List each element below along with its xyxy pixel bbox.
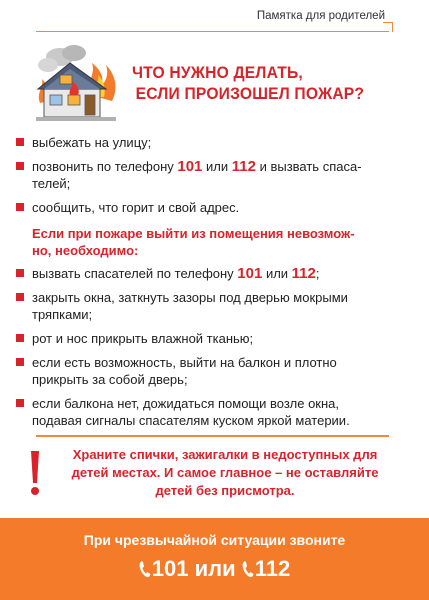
list-item-text: выбежать на улицу; bbox=[32, 135, 152, 150]
list-item bbox=[16, 354, 386, 388]
header-rule bbox=[36, 31, 389, 32]
exclamation-icon bbox=[28, 449, 42, 497]
footer-numbers bbox=[0, 556, 429, 582]
header-label: Памятка для родителей bbox=[256, 10, 385, 22]
bullet-square-icon bbox=[16, 334, 24, 342]
list-item-text: сообщить, что горит и свой адрес. bbox=[32, 200, 240, 215]
list-item-text: закрыть окна, заткнуть зазоры под дверью мокрыми тряпками; bbox=[32, 290, 348, 322]
bullet-square-icon bbox=[16, 138, 24, 146]
emergency-number-112: 112 bbox=[254, 556, 291, 581]
page-title bbox=[132, 62, 380, 104]
phone-number-112: 112 bbox=[231, 158, 256, 175]
bullet-square-icon bbox=[16, 358, 24, 366]
warning-text: Храните спички, зажигалки в недоступных для детей местах. И самое главное – не оставляйте детей без присмотра. bbox=[71, 447, 379, 498]
list-item-text-mid: или bbox=[202, 159, 232, 174]
divider bbox=[36, 435, 389, 437]
phone-number-101: 101 bbox=[237, 265, 263, 282]
footer-or: или bbox=[188, 556, 242, 581]
bullet-square-icon bbox=[16, 399, 24, 407]
list-item bbox=[16, 395, 386, 429]
action-list-2 bbox=[16, 265, 386, 436]
phone-icon bbox=[139, 560, 151, 578]
bullet-square-icon bbox=[16, 162, 24, 170]
list-item-text: рот и нос прикрыть влажной тканью; bbox=[32, 331, 254, 346]
list-item-text-post: и вызвать спаса- телей; bbox=[32, 159, 362, 191]
list-item bbox=[16, 330, 386, 347]
phone-number-112: 112 bbox=[291, 265, 316, 282]
list-item bbox=[16, 265, 386, 282]
footer-caption: При чрезвычайной ситуации звоните bbox=[83, 532, 346, 548]
top-bar bbox=[0, 0, 429, 34]
subheading: Если при пожаре выйти из помещения невозмож- но, необходимо: bbox=[32, 226, 355, 258]
bullet-square-icon bbox=[16, 269, 24, 277]
list-item bbox=[16, 134, 386, 151]
header-corner bbox=[383, 22, 393, 32]
bullet-square-icon bbox=[16, 203, 24, 211]
title-line-2: ЕСЛИ ПРОИЗОШЕЛ ПОЖАР? bbox=[135, 84, 365, 103]
list-item bbox=[16, 158, 386, 192]
list-item-text-pre: вызвать спасателей по телефону bbox=[32, 266, 238, 281]
list-item-text-pre: позвонить по телефону bbox=[32, 159, 178, 174]
list-item-text-mid: или bbox=[262, 266, 292, 281]
list-item-text-post: ; bbox=[315, 266, 320, 281]
bullet-square-icon bbox=[16, 293, 24, 301]
burning-house-icon bbox=[30, 45, 122, 125]
footer-banner bbox=[0, 518, 429, 600]
list-item-text: если есть возможность, выйти на балкон и плотно прикрыть за собой дверь; bbox=[32, 355, 337, 387]
emergency-number-101: 101 bbox=[151, 556, 189, 581]
phone-icon bbox=[242, 560, 254, 578]
phone-number-101: 101 bbox=[177, 158, 203, 175]
list-item bbox=[16, 289, 386, 323]
list-item-text: если балкона нет, дожидаться помощи возле окна, подавая сигналы спасателям куском яркой материи. bbox=[32, 396, 350, 428]
list-item bbox=[16, 199, 386, 216]
action-list-1 bbox=[16, 134, 386, 223]
title-line-1: ЧТО НУЖНО ДЕЛАТЬ, bbox=[132, 63, 303, 82]
